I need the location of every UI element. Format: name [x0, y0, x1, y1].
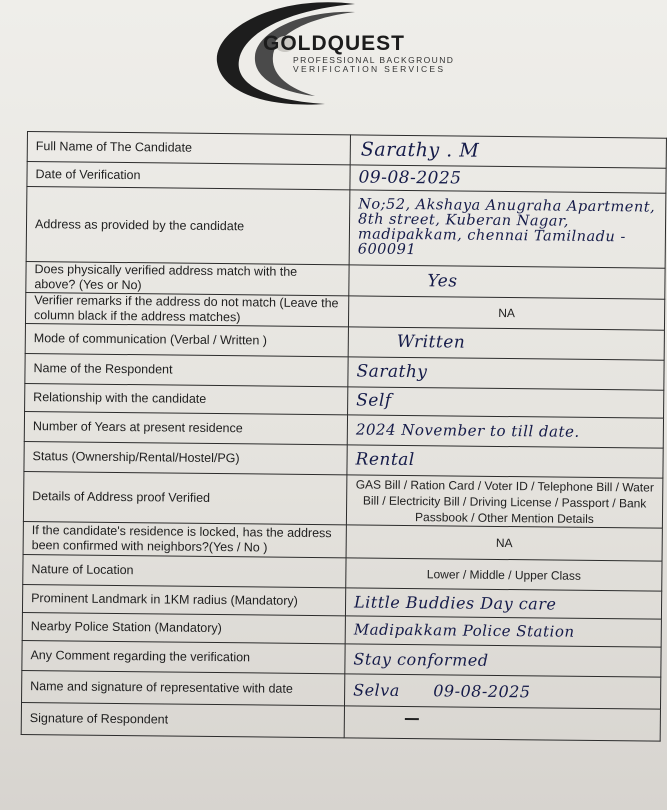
field-value: NA — [348, 296, 664, 330]
field-value — [344, 706, 660, 741]
field-value: Written — [348, 327, 664, 360]
table-row — [23, 471, 662, 528]
field-value: NA — [346, 525, 662, 561]
field-value: Lower / Middle / Upper Class — [346, 558, 662, 591]
field-label: Address as provided by the candidate — [26, 187, 350, 265]
table-row — [26, 187, 666, 269]
field-label: Any Comment regarding the verification — [22, 640, 345, 673]
field-label: Number of Years at present residence — [24, 411, 347, 444]
field-value: Rental — [347, 445, 663, 478]
field-label: Status (Ownership/Rental/Hostel/PG) — [24, 441, 347, 474]
field-value: Sarathy . M — [350, 135, 666, 168]
field-label: Full Name of The Candidate — [27, 132, 350, 165]
goldquest-logo — [205, 0, 480, 110]
field-label: Nearby Police Station (Mandatory) — [22, 612, 345, 643]
field-value: Selva 09-08-2025 — [344, 674, 660, 709]
field-label: Verifier remarks if the address do not match (Leave the column black if the address matches) — [25, 292, 348, 326]
tagline-line-2: VERIFICATION SERVICES — [293, 64, 446, 74]
field-label: Nature of Location — [23, 554, 346, 587]
field-value: Yes — [349, 265, 665, 299]
field-label: Relationship with the candidate — [25, 383, 348, 414]
field-label: Date of Verification — [27, 162, 350, 190]
field-value: Stay conformed — [345, 644, 661, 677]
field-value: No;52, Akshaya Anugraha Apartment, 8th street, Kuberan Nagar, madipakkam, chennai Tamilnadu - 600091 — [349, 190, 666, 268]
field-label: Mode of communication (Verbal / Written ) — [25, 323, 348, 356]
field-value: GAS Bill / Ration Card / Voter ID / Telephone Bill / Water Bill / Electricity Bill / Driving License / Passport / Bank Passbook / Other Mention Details — [346, 475, 663, 528]
field-value: Madipakkam Police Station — [345, 616, 661, 647]
field-label: Name of the Respondent — [25, 353, 348, 386]
field-label: Signature of Respondent — [21, 702, 344, 737]
field-label: Prominent Landmark in 1KM radius (Mandatory) — [22, 584, 345, 615]
verification-form-table — [21, 131, 667, 742]
field-label: Does physically verified address match with the above? (Yes or No) — [26, 261, 349, 295]
tagline-line-1: PROFESSIONAL BACKGROUND — [293, 55, 455, 65]
field-label: If the candidate's residence is locked, has the address been confirmed with neighbors?(Yes / No ) — [23, 521, 346, 557]
table-row — [21, 702, 660, 741]
brand-name: GOLDQUEST — [263, 32, 406, 55]
field-value: Sarathy — [348, 357, 664, 390]
field-value: Little Buddies Day care — [345, 588, 661, 619]
field-value: 09-08-2025 — [350, 165, 666, 193]
field-value: Self — [348, 387, 664, 418]
field-value: 2024 November to till date. — [347, 415, 663, 448]
field-label: Name and signature of representative with date — [22, 670, 345, 705]
field-label: Details of Address proof Verified — [23, 471, 347, 524]
